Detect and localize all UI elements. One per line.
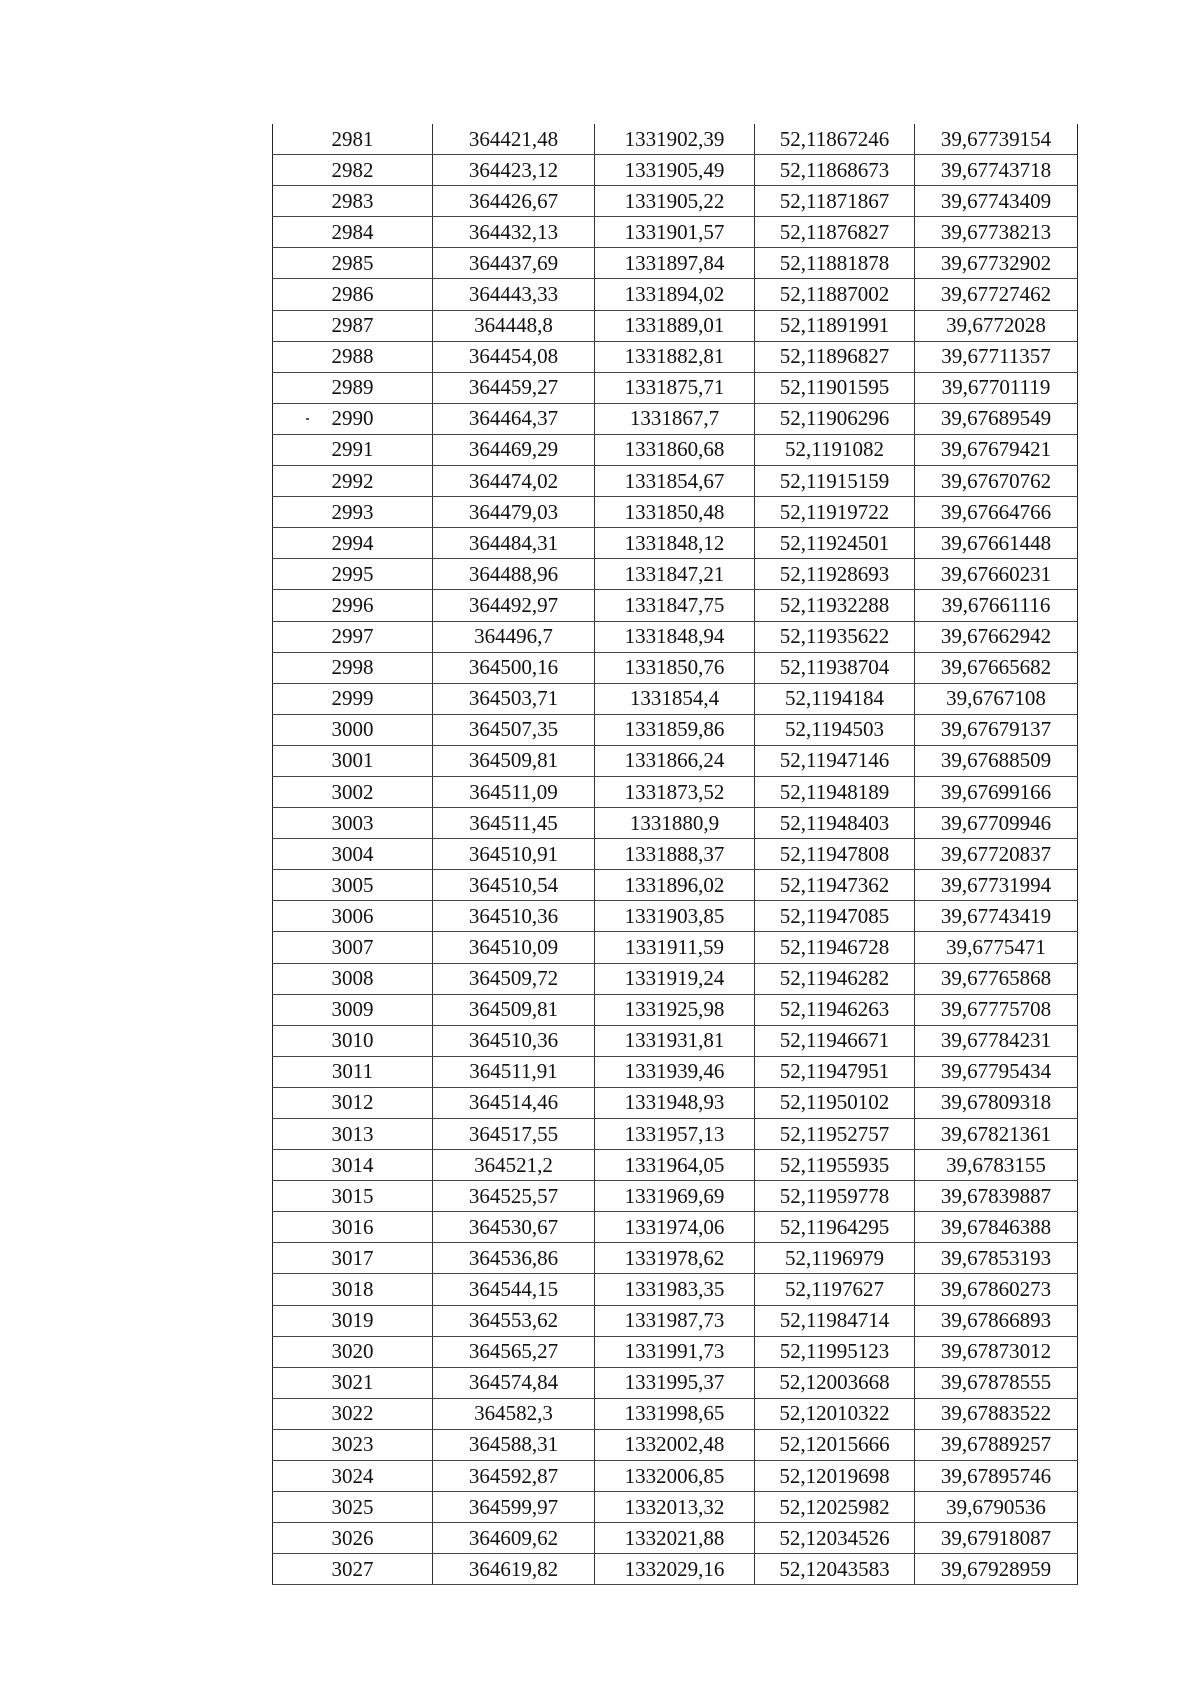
y-coordinate-cell: 1331905,49 (595, 155, 755, 186)
x-coordinate-cell: 364588,31 (433, 1429, 595, 1460)
longitude-cell: 39,67883522 (915, 1398, 1078, 1429)
y-coordinate-cell: 1332006,85 (595, 1461, 755, 1492)
latitude-cell: 52,11995123 (755, 1336, 915, 1367)
point-number-cell: 3003 (273, 808, 433, 839)
point-number-cell: 3018 (273, 1274, 433, 1305)
x-coordinate-cell: 364510,36 (433, 901, 595, 932)
latitude-cell: 52,1194184 (755, 683, 915, 714)
latitude-cell: 52,11952757 (755, 1119, 915, 1150)
latitude-cell: 52,11891991 (755, 310, 915, 341)
y-coordinate-cell: 1331978,62 (595, 1243, 755, 1274)
x-coordinate-cell: 364474,02 (433, 466, 595, 497)
longitude-cell: 39,67662942 (915, 621, 1078, 652)
table-row (273, 1025, 1078, 1056)
point-number-cell: 3026 (273, 1523, 433, 1554)
table-row (273, 497, 1078, 528)
longitude-cell: 39,67738213 (915, 217, 1078, 248)
longitude-cell: 39,67664766 (915, 497, 1078, 528)
table-row (273, 1492, 1078, 1523)
x-coordinate-cell: 364511,91 (433, 1056, 595, 1087)
latitude-cell: 52,11915159 (755, 466, 915, 497)
longitude-cell: 39,67661448 (915, 528, 1078, 559)
table-row (273, 683, 1078, 714)
x-coordinate-cell: 364574,84 (433, 1367, 595, 1398)
point-number-cell: 2997 (273, 621, 433, 652)
table-row (273, 372, 1078, 403)
latitude-cell: 52,11947362 (755, 870, 915, 901)
longitude-cell: 39,6790536 (915, 1492, 1078, 1523)
longitude-cell: 39,67732902 (915, 248, 1078, 279)
y-coordinate-cell: 1331969,69 (595, 1181, 755, 1212)
x-coordinate-cell: 364509,81 (433, 745, 595, 776)
latitude-cell: 52,11867246 (755, 124, 915, 155)
point-number-cell: 2998 (273, 652, 433, 683)
table-row (273, 1523, 1078, 1554)
y-coordinate-cell: 1331902,39 (595, 124, 755, 155)
point-number-cell: 3013 (273, 1119, 433, 1150)
latitude-cell: 52,11948403 (755, 808, 915, 839)
table-row (273, 1150, 1078, 1181)
table-row (273, 466, 1078, 497)
longitude-cell: 39,67928959 (915, 1554, 1078, 1585)
y-coordinate-cell: 1331894,02 (595, 279, 755, 310)
y-coordinate-cell: 1331850,48 (595, 497, 755, 528)
point-number-cell: 2988 (273, 341, 433, 372)
latitude-cell: 52,11935622 (755, 621, 915, 652)
longitude-cell: 39,67853193 (915, 1243, 1078, 1274)
latitude-cell: 52,11947951 (755, 1056, 915, 1087)
x-coordinate-cell: 364511,09 (433, 776, 595, 807)
latitude-cell: 52,12010322 (755, 1398, 915, 1429)
table-row (273, 652, 1078, 683)
longitude-cell: 39,67784231 (915, 1025, 1078, 1056)
y-coordinate-cell: 1331882,81 (595, 341, 755, 372)
x-coordinate-cell: 364423,12 (433, 155, 595, 186)
point-number-cell: 2999 (273, 683, 433, 714)
latitude-cell: 52,11928693 (755, 559, 915, 590)
table-row (273, 1212, 1078, 1243)
y-coordinate-cell: 1331905,22 (595, 186, 755, 217)
table-row (273, 1554, 1078, 1585)
x-coordinate-cell: 364421,48 (433, 124, 595, 155)
latitude-cell: 52,11946728 (755, 932, 915, 963)
table-row (273, 1398, 1078, 1429)
table-row (273, 124, 1078, 155)
longitude-cell: 39,6783155 (915, 1150, 1078, 1181)
longitude-cell: 39,67670762 (915, 466, 1078, 497)
x-coordinate-cell: 364592,87 (433, 1461, 595, 1492)
longitude-cell: 39,67873012 (915, 1336, 1078, 1367)
point-number-cell: 3008 (273, 963, 433, 994)
longitude-cell: 39,67821361 (915, 1119, 1078, 1150)
point-number-cell: 3012 (273, 1087, 433, 1118)
table-row (273, 528, 1078, 559)
table-row (273, 590, 1078, 621)
x-coordinate-cell: 364469,29 (433, 434, 595, 465)
latitude-cell: 52,11896827 (755, 341, 915, 372)
y-coordinate-cell: 1331848,94 (595, 621, 755, 652)
point-number-cell: 2993 (273, 497, 433, 528)
y-coordinate-cell: 1332002,48 (595, 1429, 755, 1460)
y-coordinate-cell: 1331897,84 (595, 248, 755, 279)
latitude-cell: 52,12003668 (755, 1367, 915, 1398)
x-coordinate-cell: 364609,62 (433, 1523, 595, 1554)
y-coordinate-cell: 1331931,81 (595, 1025, 755, 1056)
y-coordinate-cell: 1331859,86 (595, 714, 755, 745)
y-coordinate-cell: 1332021,88 (595, 1523, 755, 1554)
point-number-cell: 2989 (273, 372, 433, 403)
longitude-cell: 39,67720837 (915, 839, 1078, 870)
point-number-cell: 3016 (273, 1212, 433, 1243)
y-coordinate-cell: 1331903,85 (595, 901, 755, 932)
point-number-cell: 2991 (273, 434, 433, 465)
longitude-cell: 39,67731994 (915, 870, 1078, 901)
longitude-cell: 39,67711357 (915, 341, 1078, 372)
y-coordinate-cell: 1331889,01 (595, 310, 755, 341)
table-row (273, 776, 1078, 807)
longitude-cell: 39,67689549 (915, 403, 1078, 434)
longitude-cell: 39,67860273 (915, 1274, 1078, 1305)
table-row (273, 310, 1078, 341)
x-coordinate-cell: 364432,13 (433, 217, 595, 248)
table-row (273, 1181, 1078, 1212)
longitude-cell: 39,67795434 (915, 1056, 1078, 1087)
point-number-cell: 3020 (273, 1336, 433, 1367)
point-number-cell: 3024 (273, 1461, 433, 1492)
y-coordinate-cell: 1332029,16 (595, 1554, 755, 1585)
x-coordinate-cell: 364492,97 (433, 590, 595, 621)
y-coordinate-cell: 1331854,4 (595, 683, 755, 714)
point-number-cell: 3005 (273, 870, 433, 901)
x-coordinate-cell: 364530,67 (433, 1212, 595, 1243)
y-coordinate-cell: 1331854,67 (595, 466, 755, 497)
point-number-cell: 3000 (273, 714, 433, 745)
x-coordinate-cell: 364426,67 (433, 186, 595, 217)
table-row (273, 1056, 1078, 1087)
point-number-cell: 2995 (273, 559, 433, 590)
y-coordinate-cell: 1331987,73 (595, 1305, 755, 1336)
x-coordinate-cell: 364509,72 (433, 963, 595, 994)
point-number-cell: 3006 (273, 901, 433, 932)
longitude-cell: 39,67809318 (915, 1087, 1078, 1118)
table-row (273, 186, 1078, 217)
longitude-cell: 39,67878555 (915, 1367, 1078, 1398)
x-coordinate-cell: 364448,8 (433, 310, 595, 341)
table-row (273, 559, 1078, 590)
x-coordinate-cell: 364437,69 (433, 248, 595, 279)
point-number-cell: 2982 (273, 155, 433, 186)
x-coordinate-cell: 364514,46 (433, 1087, 595, 1118)
table-row (273, 932, 1078, 963)
table-row (273, 745, 1078, 776)
table-row (273, 434, 1078, 465)
longitude-cell: 39,67918087 (915, 1523, 1078, 1554)
y-coordinate-cell: 1331919,24 (595, 963, 755, 994)
y-coordinate-cell: 1331875,71 (595, 372, 755, 403)
point-number-cell: 3009 (273, 994, 433, 1025)
x-coordinate-cell: 364553,62 (433, 1305, 595, 1336)
table-row (273, 1087, 1078, 1118)
longitude-cell: 39,6767108 (915, 683, 1078, 714)
x-coordinate-cell: 364619,82 (433, 1554, 595, 1585)
longitude-cell: 39,67709946 (915, 808, 1078, 839)
table-row (273, 1274, 1078, 1305)
x-coordinate-cell: 364536,86 (433, 1243, 595, 1274)
latitude-cell: 52,11947146 (755, 745, 915, 776)
latitude-cell: 52,11948189 (755, 776, 915, 807)
point-number-cell: 2983 (273, 186, 433, 217)
x-coordinate-cell: 364544,15 (433, 1274, 595, 1305)
point-number-cell: 2985 (273, 248, 433, 279)
y-coordinate-cell: 1331964,05 (595, 1150, 755, 1181)
y-coordinate-cell: 1331896,02 (595, 870, 755, 901)
point-number-cell: 3011 (273, 1056, 433, 1087)
point-number-cell: 3025 (273, 1492, 433, 1523)
point-number-cell: 2996 (273, 590, 433, 621)
point-number-cell: 3017 (273, 1243, 433, 1274)
longitude-cell: 39,67661116 (915, 590, 1078, 621)
longitude-cell: 39,67743718 (915, 155, 1078, 186)
longitude-cell: 39,67895746 (915, 1461, 1078, 1492)
point-number-cell: 3004 (273, 839, 433, 870)
x-coordinate-cell: 364510,54 (433, 870, 595, 901)
x-coordinate-cell: 364565,27 (433, 1336, 595, 1367)
point-number-cell: 3027 (273, 1554, 433, 1585)
point-number-cell: 2992 (273, 466, 433, 497)
y-coordinate-cell: 1331939,46 (595, 1056, 755, 1087)
point-number-cell: 3001 (273, 745, 433, 776)
point-number-cell: 3014 (273, 1150, 433, 1181)
latitude-cell: 52,1194503 (755, 714, 915, 745)
point-number-cell: 2986 (273, 279, 433, 310)
table-row (273, 839, 1078, 870)
point-number-cell: 2984 (273, 217, 433, 248)
coordinates-table (272, 124, 1078, 1585)
latitude-cell: 52,11959778 (755, 1181, 915, 1212)
latitude-cell: 52,11946671 (755, 1025, 915, 1056)
x-coordinate-cell: 364496,7 (433, 621, 595, 652)
table-row (273, 217, 1078, 248)
point-number-cell: 3021 (273, 1367, 433, 1398)
table-row (273, 808, 1078, 839)
table-row (273, 1461, 1078, 1492)
table-row (273, 901, 1078, 932)
longitude-cell: 39,67889257 (915, 1429, 1078, 1460)
latitude-cell: 52,11947808 (755, 839, 915, 870)
coordinates-table-body (273, 124, 1078, 1585)
table-row (273, 403, 1078, 434)
table-row (273, 248, 1078, 279)
latitude-cell: 52,12034526 (755, 1523, 915, 1554)
latitude-cell: 52,11924501 (755, 528, 915, 559)
longitude-cell: 39,67679421 (915, 434, 1078, 465)
point-number-cell: 3007 (273, 932, 433, 963)
table-row (273, 155, 1078, 186)
x-coordinate-cell: 364464,37 (433, 403, 595, 434)
x-coordinate-cell: 364525,57 (433, 1181, 595, 1212)
longitude-cell: 39,67739154 (915, 124, 1078, 155)
y-coordinate-cell: 1331847,75 (595, 590, 755, 621)
longitude-cell: 39,6775471 (915, 932, 1078, 963)
x-coordinate-cell: 364507,35 (433, 714, 595, 745)
point-number-cell: 3002 (273, 776, 433, 807)
longitude-cell: 39,6772028 (915, 310, 1078, 341)
latitude-cell: 52,12015666 (755, 1429, 915, 1460)
longitude-cell: 39,67688509 (915, 745, 1078, 776)
y-coordinate-cell: 1331873,52 (595, 776, 755, 807)
x-coordinate-cell: 364511,45 (433, 808, 595, 839)
x-coordinate-cell: 364500,16 (433, 652, 595, 683)
latitude-cell: 52,12043583 (755, 1554, 915, 1585)
x-coordinate-cell: 364517,55 (433, 1119, 595, 1150)
table-row (273, 279, 1078, 310)
latitude-cell: 52,11906296 (755, 403, 915, 434)
y-coordinate-cell: 1331850,76 (595, 652, 755, 683)
latitude-cell: 52,1191082 (755, 434, 915, 465)
y-coordinate-cell: 1331948,93 (595, 1087, 755, 1118)
point-number-cell: 2994 (273, 528, 433, 559)
table-row (273, 1336, 1078, 1367)
x-coordinate-cell: 364484,31 (433, 528, 595, 559)
longitude-cell: 39,67701119 (915, 372, 1078, 403)
x-coordinate-cell: 364459,27 (433, 372, 595, 403)
latitude-cell: 52,11950102 (755, 1087, 915, 1118)
y-coordinate-cell: 1331998,65 (595, 1398, 755, 1429)
table-row (273, 870, 1078, 901)
y-coordinate-cell: 1331888,37 (595, 839, 755, 870)
x-coordinate-cell: 364521,2 (433, 1150, 595, 1181)
table-row (273, 714, 1078, 745)
longitude-cell: 39,67679137 (915, 714, 1078, 745)
x-coordinate-cell: 364479,03 (433, 497, 595, 528)
point-number-cell: 3010 (273, 1025, 433, 1056)
x-coordinate-cell: 364454,08 (433, 341, 595, 372)
latitude-cell: 52,12025982 (755, 1492, 915, 1523)
y-coordinate-cell: 1331995,37 (595, 1367, 755, 1398)
point-number-cell: 2987 (273, 310, 433, 341)
x-coordinate-cell: 364510,91 (433, 839, 595, 870)
x-coordinate-cell: 364503,71 (433, 683, 595, 714)
point-number-cell: 3019 (273, 1305, 433, 1336)
latitude-cell: 52,11964295 (755, 1212, 915, 1243)
x-coordinate-cell: 364509,81 (433, 994, 595, 1025)
latitude-cell: 52,11876827 (755, 217, 915, 248)
longitude-cell: 39,67727462 (915, 279, 1078, 310)
table-row (273, 621, 1078, 652)
latitude-cell: 52,11932288 (755, 590, 915, 621)
point-number-cell: 3015 (273, 1181, 433, 1212)
table-row (273, 1243, 1078, 1274)
longitude-cell: 39,67743409 (915, 186, 1078, 217)
latitude-cell: 52,11984714 (755, 1305, 915, 1336)
x-coordinate-cell: 364510,09 (433, 932, 595, 963)
latitude-cell: 52,11938704 (755, 652, 915, 683)
x-coordinate-cell: 364443,33 (433, 279, 595, 310)
latitude-cell: 52,11901595 (755, 372, 915, 403)
longitude-cell: 39,67839887 (915, 1181, 1078, 1212)
table-row (273, 1367, 1078, 1398)
y-coordinate-cell: 1331911,59 (595, 932, 755, 963)
table-row (273, 963, 1078, 994)
point-number-cell: 3023 (273, 1429, 433, 1460)
latitude-cell: 52,1197627 (755, 1274, 915, 1305)
y-coordinate-cell: 1331867,7 (595, 403, 755, 434)
latitude-cell: 52,11868673 (755, 155, 915, 186)
point-number-cell: 3022 (273, 1398, 433, 1429)
y-coordinate-cell: 1331866,24 (595, 745, 755, 776)
longitude-cell: 39,67866893 (915, 1305, 1078, 1336)
latitude-cell: 52,11946263 (755, 994, 915, 1025)
x-coordinate-cell: 364599,97 (433, 1492, 595, 1523)
table-row (273, 1119, 1078, 1150)
y-coordinate-cell: 1331880,9 (595, 808, 755, 839)
y-coordinate-cell: 1331901,57 (595, 217, 755, 248)
point-number-cell: 2990 (273, 403, 433, 434)
longitude-cell: 39,67665682 (915, 652, 1078, 683)
latitude-cell: 52,11946282 (755, 963, 915, 994)
y-coordinate-cell: 1331983,35 (595, 1274, 755, 1305)
longitude-cell: 39,67743419 (915, 901, 1078, 932)
y-coordinate-cell: 1331847,21 (595, 559, 755, 590)
latitude-cell: 52,12019698 (755, 1461, 915, 1492)
table-row (273, 994, 1078, 1025)
x-coordinate-cell: 364510,36 (433, 1025, 595, 1056)
point-number-cell: 2981 (273, 124, 433, 155)
latitude-cell: 52,11887002 (755, 279, 915, 310)
y-coordinate-cell: 1331957,13 (595, 1119, 755, 1150)
table-row (273, 1305, 1078, 1336)
y-coordinate-cell: 1331991,73 (595, 1336, 755, 1367)
latitude-cell: 52,1196979 (755, 1243, 915, 1274)
y-coordinate-cell: 1331925,98 (595, 994, 755, 1025)
table-row (273, 341, 1078, 372)
table-row (273, 1429, 1078, 1460)
y-coordinate-cell: 1331860,68 (595, 434, 755, 465)
longitude-cell: 39,67660231 (915, 559, 1078, 590)
latitude-cell: 52,11919722 (755, 497, 915, 528)
y-coordinate-cell: 1331974,06 (595, 1212, 755, 1243)
x-coordinate-cell: 364582,3 (433, 1398, 595, 1429)
y-coordinate-cell: 1332013,32 (595, 1492, 755, 1523)
longitude-cell: 39,67699166 (915, 776, 1078, 807)
x-coordinate-cell: 364488,96 (433, 559, 595, 590)
longitude-cell: 39,67846388 (915, 1212, 1078, 1243)
longitude-cell: 39,67775708 (915, 994, 1078, 1025)
latitude-cell: 52,11881878 (755, 248, 915, 279)
y-coordinate-cell: 1331848,12 (595, 528, 755, 559)
latitude-cell: 52,11871867 (755, 186, 915, 217)
latitude-cell: 52,11947085 (755, 901, 915, 932)
longitude-cell: 39,67765868 (915, 963, 1078, 994)
latitude-cell: 52,11955935 (755, 1150, 915, 1181)
